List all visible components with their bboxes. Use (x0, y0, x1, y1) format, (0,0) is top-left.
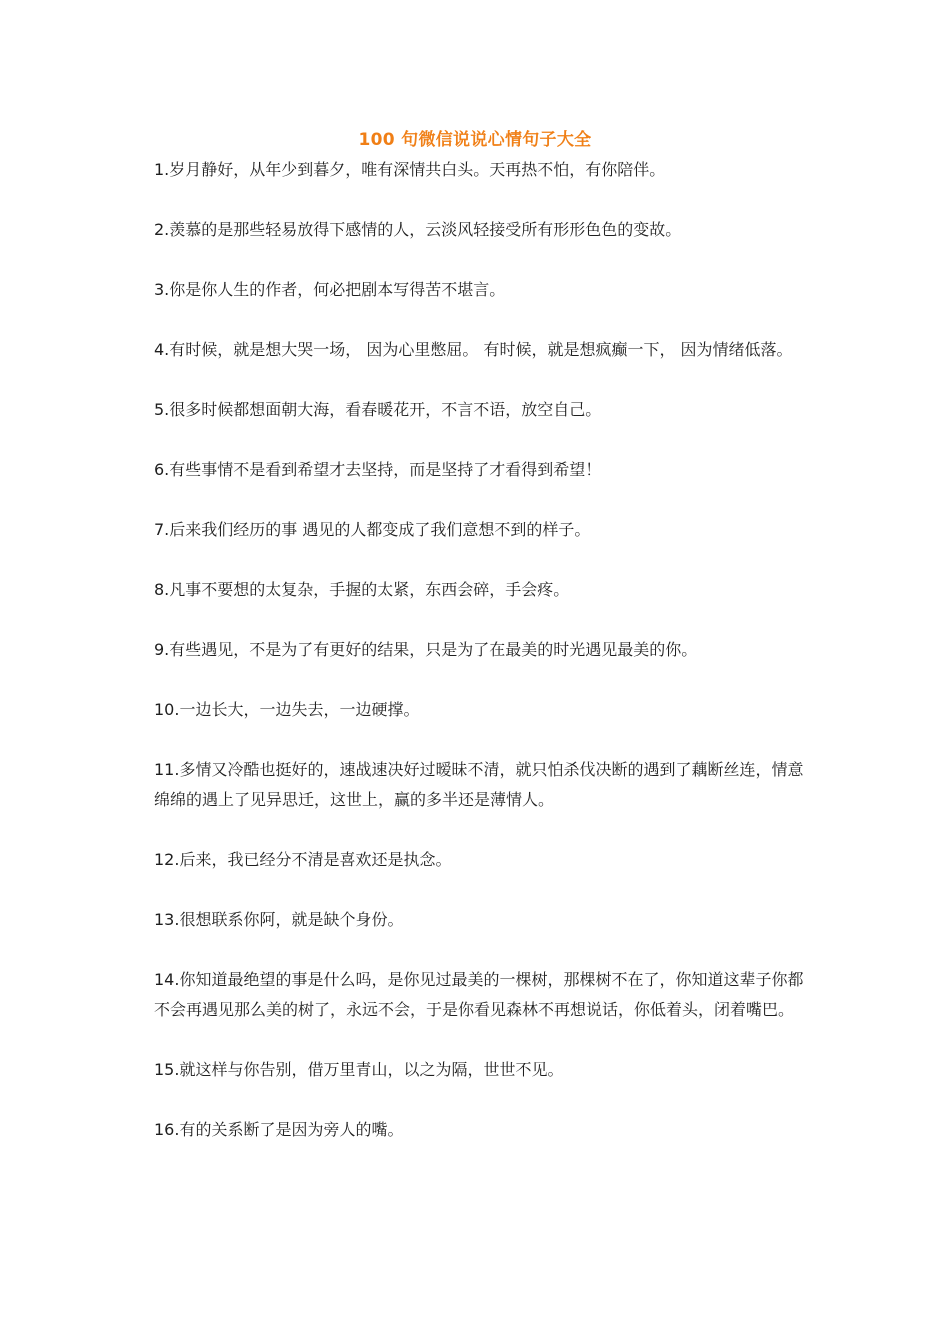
paragraph-15: 15.就这样与你告别，借万里青山，以之为隔，世世不见。 (154, 1060, 564, 1079)
paragraph-10: 10.一边长大，一边失去，一边硬撑。 (154, 700, 420, 719)
document-title: 100 句微信说说心情句子大全 (358, 130, 592, 150)
paragraph-8: 8.凡事不要想的太复杂，手握的太紧，东西会碎，手会疼。 (154, 580, 570, 599)
paragraph-2: 2.羡慕的是那些轻易放得下感情的人，云淡风轻接受所有形形色色的变故。 (154, 220, 682, 239)
paragraph-14: 14.你知道最绝望的事是什么吗，是你见过最美的一棵树，那棵树不在了，你知道这辈子你都不会再遇见那么美的树了，永远不会，于是你看见森林不再想说话，你低着头，闭着嘴巴。 (154, 970, 804, 1019)
paragraph-5: 5.很多时候都想面朝大海，看春暖花开，不言不语，放空自己。 (154, 400, 602, 419)
paragraph-9: 9.有些遇见，不是为了有更好的结果，只是为了在最美的时光遇见最美的你。 (154, 640, 698, 659)
paragraph-16: 16.有的关系断了是因为旁人的嘴。 (154, 1120, 404, 1139)
document-body (154, 155, 804, 1175)
paragraph-7: 7.后来我们经历的事 遇见的人都变成了我们意想不到的样子。 (154, 520, 591, 539)
paragraph-1: 1.岁月静好，从年少到暮夕，唯有深情共白头。天再热不怕，有你陪伴。 (154, 160, 666, 179)
paragraph-4: 4.有时候，就是想大哭一场， 因为心里憋屈。 有时候，就是想疯癫一下， 因为情绪低落。 (154, 340, 793, 359)
paragraph-13: 13.很想联系你阿，就是缺个身份。 (154, 910, 404, 929)
paragraph-11: 11.多情又冷酷也挺好的，速战速决好过暧昧不清，就只怕杀伐决断的遇到了藕断丝连，情意绵绵的遇上了见异思迁，这世上，赢的多半还是薄情人。 (154, 760, 804, 809)
paragraph-12: 12.后来，我已经分不清是喜欢还是执念。 (154, 850, 452, 869)
paragraph-6: 6.有些事情不是看到希望才去坚持，而是坚持了才看得到希望！ (154, 460, 602, 479)
paragraph-3: 3.你是你人生的作者，何必把剧本写得苦不堪言。 (154, 280, 506, 299)
